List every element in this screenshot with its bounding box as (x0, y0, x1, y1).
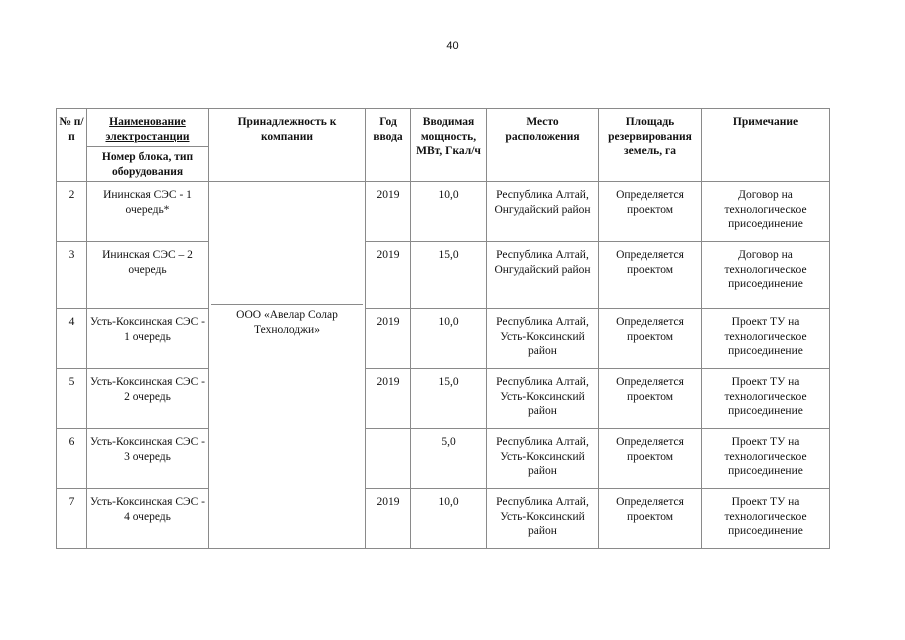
cell-num: 6 (57, 429, 87, 489)
header-power: Вводимая мощность, МВт, Гкал/ч (411, 109, 487, 182)
header-note: Примечание (702, 109, 830, 182)
cell-name: Ининская СЭС - 1 очередь* (87, 182, 209, 242)
cell-year (366, 429, 411, 489)
cell-num: 4 (57, 309, 87, 369)
cell-area: Определяется проектом (599, 429, 702, 489)
header-unit: Номер блока, тип оборудования (87, 147, 209, 182)
table-row (57, 369, 830, 429)
cell-location: Республика Алтай, Онгудайский район (487, 182, 599, 242)
company-cell (209, 182, 366, 549)
cell-note: Проект ТУ на технологическое присоединение (702, 489, 830, 549)
table-row (57, 309, 830, 369)
table-row (57, 182, 830, 242)
cell-note: Договор на технологическое присоединение (702, 182, 830, 242)
cell-area: Определяется проектом (599, 182, 702, 242)
page-number: 40 (446, 40, 459, 52)
header-area: Площадь резервирования земель, га (599, 109, 702, 182)
cell-location: Республика Алтай, Онгудайский район (487, 242, 599, 309)
cell-name: Усть-Коксинская СЭС - 4 очередь (87, 489, 209, 549)
cell-year: 2019 (366, 242, 411, 309)
table-row (57, 489, 830, 549)
cell-location: Республика Алтай, Усть-Коксинский район (487, 369, 599, 429)
cell-area: Определяется проектом (599, 369, 702, 429)
cell-power: 15,0 (411, 242, 487, 309)
table-row (57, 429, 830, 489)
cell-location: Республика Алтай, Усть-Коксинский район (487, 309, 599, 369)
power-plants-table (56, 108, 830, 549)
cell-num: 7 (57, 489, 87, 549)
cell-area: Определяется проектом (599, 309, 702, 369)
cell-note: Проект ТУ на технологическое присоединение (702, 309, 830, 369)
cell-power: 15,0 (411, 369, 487, 429)
header-name: Наименование электростанции (87, 109, 209, 147)
cell-year: 2019 (366, 489, 411, 549)
cell-name: Усть-Коксинская СЭС - 1 очередь (87, 309, 209, 369)
cell-num: 3 (57, 242, 87, 309)
company-name: ООО «Авелар Солар Технолоджи» (211, 304, 363, 337)
cell-location: Республика Алтай, Усть-Коксинский район (487, 429, 599, 489)
header-year: Год ввода (366, 109, 411, 182)
cell-location: Республика Алтай, Усть-Коксинский район (487, 489, 599, 549)
cell-power: 5,0 (411, 429, 487, 489)
table-row (57, 242, 830, 309)
cell-year: 2019 (366, 309, 411, 369)
cell-power: 10,0 (411, 182, 487, 242)
cell-num: 2 (57, 182, 87, 242)
cell-power: 10,0 (411, 309, 487, 369)
cell-area: Определяется проектом (599, 242, 702, 309)
cell-note: Проект ТУ на технологическое присоединение (702, 369, 830, 429)
cell-year: 2019 (366, 182, 411, 242)
header-owner: Принадлежность к компании (209, 109, 366, 182)
cell-power: 10,0 (411, 489, 487, 549)
header-num: № п/п (57, 109, 87, 182)
header-location: Место расположения (487, 109, 599, 182)
cell-area: Определяется проектом (599, 489, 702, 549)
cell-note: Договор на технологическое присоединение (702, 242, 830, 309)
header-row (57, 109, 830, 147)
cell-year: 2019 (366, 369, 411, 429)
cell-name: Усть-Коксинская СЭС - 2 очередь (87, 369, 209, 429)
cell-name: Усть-Коксинская СЭС - 3 очередь (87, 429, 209, 489)
cell-note: Проект ТУ на технологическое присоединение (702, 429, 830, 489)
cell-name: Ининская СЭС – 2 очередь (87, 242, 209, 309)
cell-num: 5 (57, 369, 87, 429)
